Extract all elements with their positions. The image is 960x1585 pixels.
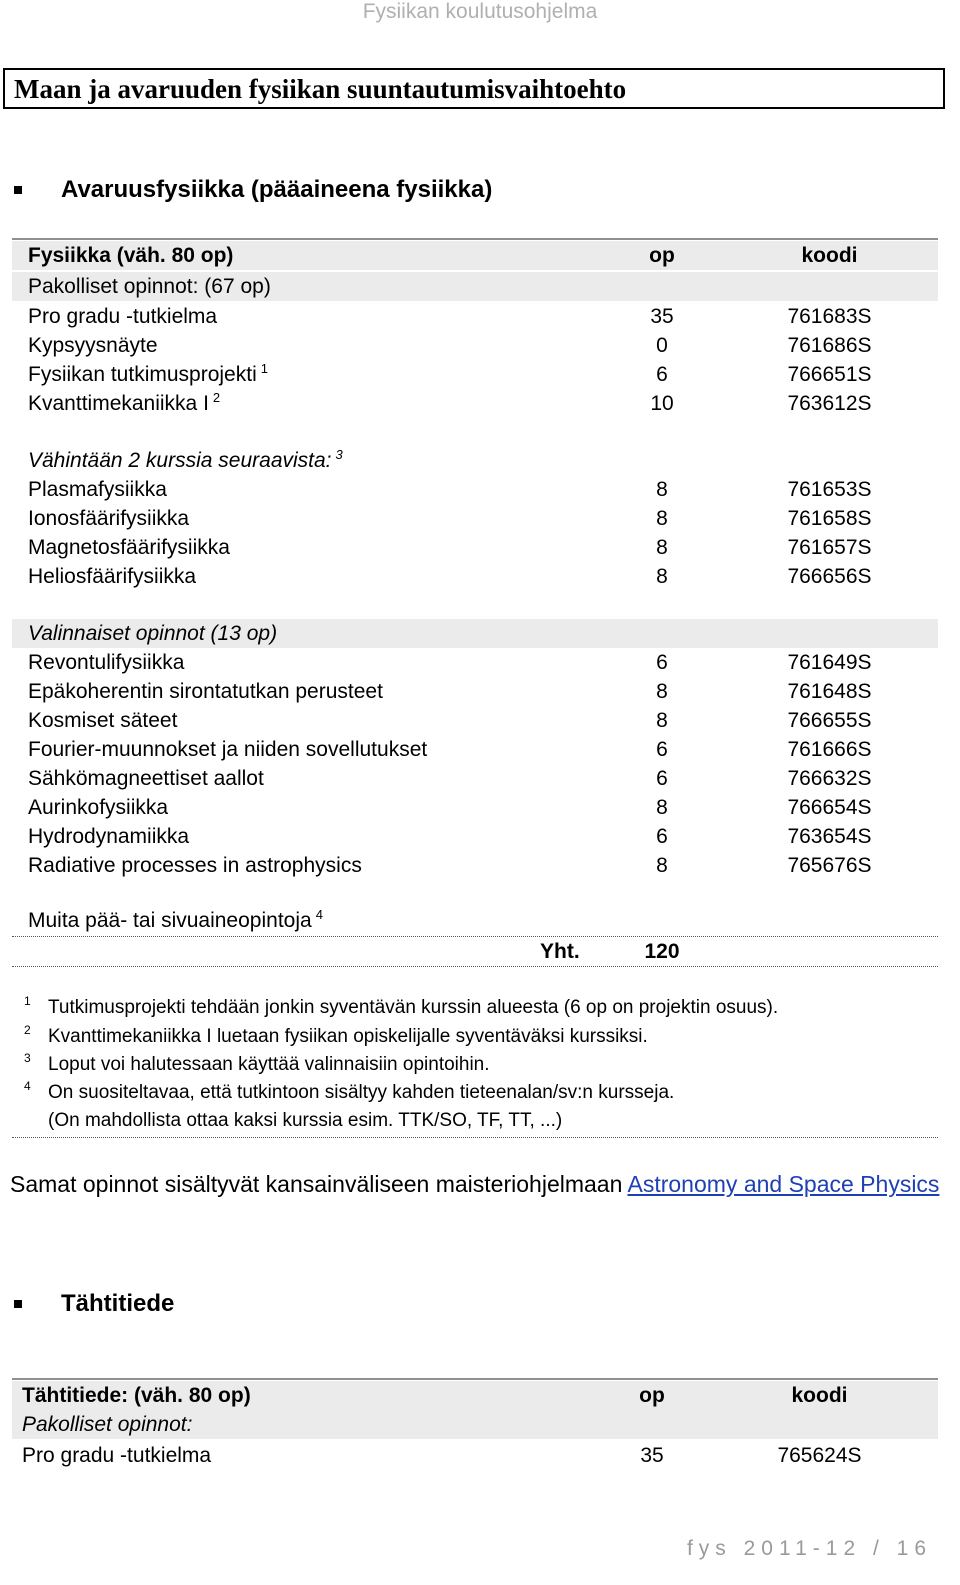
table-row [12,504,938,533]
dotted-rule [12,936,938,937]
course-name: Fourier-muunnokset ja niiden sovellutukset [28,738,428,761]
course-name: Plasmafysiikka [28,478,167,501]
course-code: 761683S [787,305,872,328]
table-row [12,851,938,880]
course-code: 761686S [787,334,872,357]
col-header-code: koodi [801,244,858,267]
table-row [12,735,938,764]
dotted-rule [12,966,938,967]
table-row [12,389,938,418]
bullet-icon [14,1300,22,1308]
subsection-heading-tahtitiede: Tähtitiede [61,1290,175,1317]
table-row [12,793,938,822]
course-code: 765676S [787,854,872,877]
group-label: Valinnaiset opinnot (13 op) [28,622,278,645]
course-code: 766654S [787,796,872,819]
other-studies-text: Muita pää- tai sivuaineopintoja [28,909,312,932]
course-op: 10 [650,392,674,415]
course-op: 8 [656,854,668,877]
course-name: Pro gradu -tutkielma [28,305,218,328]
course-table-avaruusfysiikka [12,238,938,888]
footnote-text: Tutkimusprojekti tehdään jonkin syventävän kurssin alueesta (6 op on projektin osuus). [48,997,779,1018]
group-row-mandatory [12,272,938,301]
footnote-number: 3 [24,1051,31,1065]
group-row-choose [12,446,938,475]
table-header-row [12,241,938,270]
col-header-op: op [639,1384,665,1407]
table-top-rule [12,1378,938,1380]
footnote-text: (On mahdollista ottaa kaksi kurssia esim. TTK/SO, TF, TT, ...) [48,1110,563,1131]
course-code: 763612S [787,392,872,415]
course-name-cell [28,389,220,418]
course-op: 6 [656,767,668,790]
course-code: 763654S [787,825,872,848]
group-label: Vähintään 2 kurssia seuraavista: [28,449,332,472]
course-op: 8 [656,565,668,588]
table-row [12,360,938,389]
table-row [12,648,938,677]
course-op: 8 [656,796,668,819]
course-code: 761657S [787,536,872,559]
bullet-icon [14,186,22,194]
course-op: 6 [656,363,668,386]
course-op: 35 [640,1444,664,1467]
course-op: 8 [656,507,668,530]
section-title-box [3,68,945,109]
course-name: Radiative processes in astrophysics [28,854,362,877]
footnote-number: 2 [24,1023,31,1037]
course-name-cell [28,360,268,389]
group-row-optional [12,619,938,648]
section-title: Maan ja avaruuden fysiikan suuntautumisvaihtoehto [14,74,627,104]
course-op: 35 [650,305,674,328]
table-row [12,822,938,851]
course-name: Sähkömagneettiset aallot [28,767,264,790]
table-row [12,475,938,504]
running-header: Fysiikan koulutusohjelma [362,0,598,23]
table-header-row [12,1381,938,1410]
table-row [12,706,938,735]
course-code: 761653S [787,478,872,501]
course-op: 8 [656,680,668,703]
course-table-tahtitiede [12,1378,938,1478]
table-row [12,533,938,562]
course-name: Pro gradu -tutkielma [22,1444,212,1467]
col-header-name: Fysiikka (väh. 80 op) [28,244,234,267]
group-label-cell [28,446,343,475]
course-name: Aurinkofysiikka [28,796,169,819]
table-row [12,562,938,591]
total-value: 120 [644,940,680,963]
table-row [12,1441,938,1470]
table-row [12,677,938,706]
course-code: 766651S [787,363,872,386]
astronomy-space-physics-link[interactable]: Astronomy and Space Physics [627,1171,940,1197]
footnote-number: 4 [24,1079,31,1093]
course-code: 765624S [777,1444,862,1467]
course-code: 761649S [787,651,872,674]
course-code: 761666S [787,738,872,761]
course-op: 8 [656,536,668,559]
course-op: 8 [656,709,668,732]
table-row [12,302,938,331]
course-name: Heliosfäärifysiikka [28,565,197,588]
course-code: 766655S [787,709,872,732]
course-name: Epäkoherentin sirontatutkan perusteet [28,680,383,703]
course-op: 6 [656,738,668,761]
page-footer: fys 2011-12 / 16 [686,1537,932,1560]
footnote-ref: 4 [315,907,323,922]
course-op: 6 [656,651,668,674]
group-label: Pakolliset opinnot: [22,1413,193,1436]
program-note-text: Samat opinnot sisältyvät kansainväliseen maisteriohjelmaan [10,1171,628,1197]
course-name: Kosmiset säteet [28,709,178,732]
footnote-number: 1 [24,994,31,1008]
subsection-heading-avaruusfysiikka: Avaruusfysiikka (pääaineena fysiikka) [61,176,493,203]
course-name: Kvanttimekaniikka I [28,392,209,415]
footnote-text: Kvanttimekaniikka I luetaan fysiikan opiskelijalle syventäväksi kurssiksi. [48,1026,648,1047]
course-code: 766632S [787,767,872,790]
course-op: 0 [656,334,668,357]
group-label: Pakolliset opinnot: (67 op) [28,275,271,298]
course-name: Fysiikan tutkimusprojekti [28,363,257,386]
footnote-text: On suositeltavaa, että tutkintoon sisältyy kahden tieteenalan/sv:n kursseja. [48,1082,675,1103]
footnote-ref: 1 [260,361,268,376]
course-code: 766656S [787,565,872,588]
course-name: Revontulifysiikka [28,651,185,674]
table-row [12,764,938,793]
col-header-name: Tähtitiede: (väh. 80 op) [22,1384,251,1407]
col-header-op: op [649,244,675,267]
course-code: 761658S [787,507,872,530]
course-op: 8 [656,478,668,501]
total-label: Yht. [540,940,580,963]
col-header-code: koodi [791,1384,848,1407]
course-name: Magnetosfäärifysiikka [28,536,230,559]
group-row-mandatory [12,1410,938,1439]
table-row [12,331,938,360]
course-name: Ionosfäärifysiikka [28,507,190,530]
course-name: Kypsyysnäyte [28,334,158,357]
footnote-ref: 3 [335,447,343,462]
footnote-text: Loput voi halutessaan käyttää valinnaisiin opintoihin. [48,1054,490,1075]
dotted-rule [12,1137,938,1138]
course-name: Hydrodynamiikka [28,825,190,848]
program-note [10,1170,945,1199]
table-top-rule [12,238,938,240]
course-code: 761648S [787,680,872,703]
other-studies-label [28,906,323,935]
footnote-ref: 2 [212,390,221,405]
course-op: 6 [656,825,668,848]
